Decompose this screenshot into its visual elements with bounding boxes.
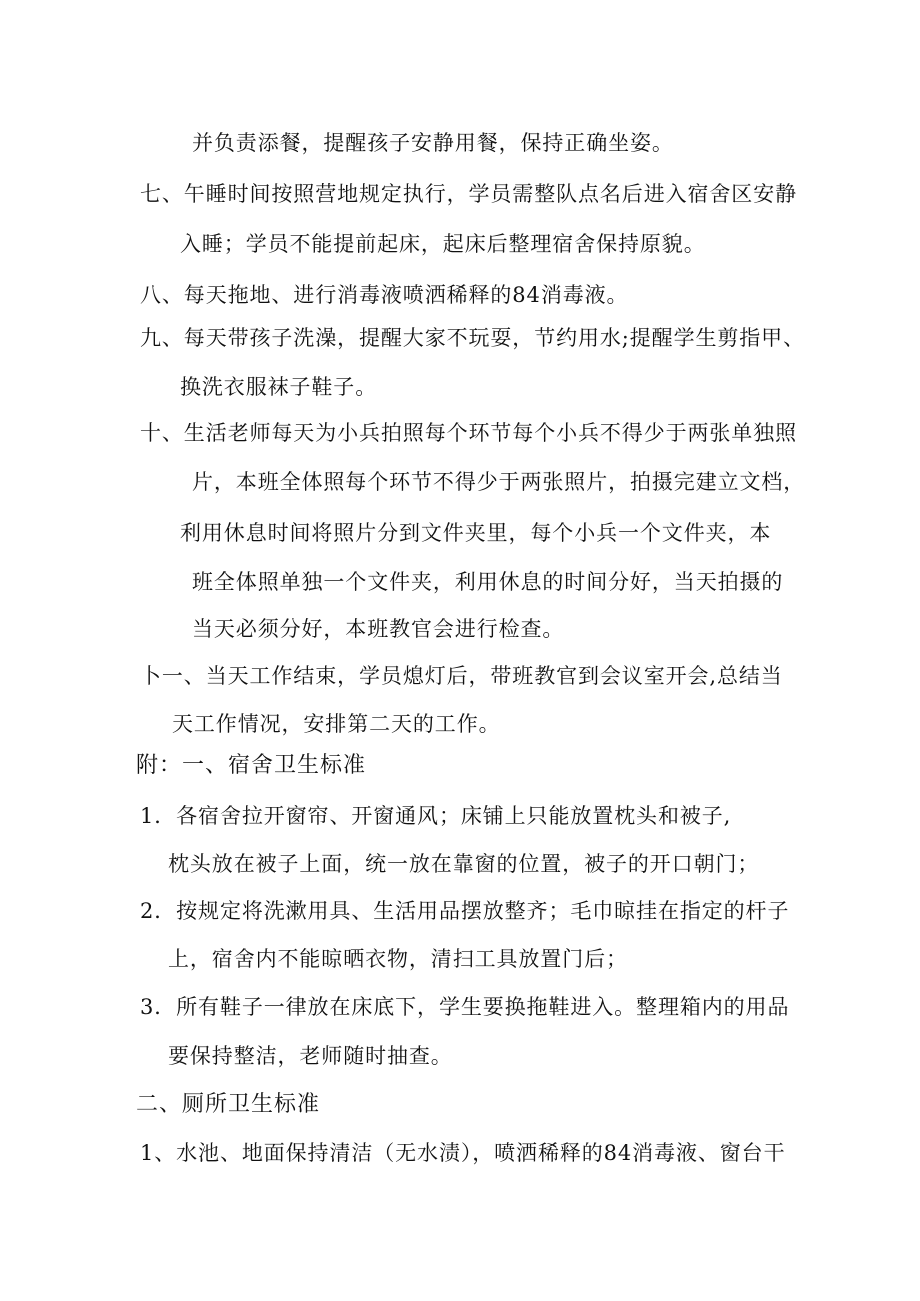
text-line: 要保持整洁，老师随时抽查。 xyxy=(168,1044,453,1068)
list-item: 1．各宿舍拉开窗帘、开窗通风；床铺上只能放置枕头和被子, xyxy=(140,804,732,828)
section-heading: 附：一、宿舍卫生标准 xyxy=(136,753,367,778)
section-heading: 二、厕所卫生标准 xyxy=(136,1092,321,1117)
text-line: 九、每天带孩子洗澡，提醒大家不玩耍，节约用水;提醒学生剪指甲、 xyxy=(140,326,805,350)
text-line: 片，本班全体照每个环节不得少于两张照片，拍摄完建立文档， xyxy=(192,470,806,494)
text-line: 利用休息时间将照片分到文件夹里，每个小兵一个文件夹，本 xyxy=(180,521,772,545)
text-line: 换洗衣服袜子鞋子。 xyxy=(180,375,378,399)
text-line: 入睡；学员不能提前起床，起床后整理宿舍保持原貌。 xyxy=(180,232,706,256)
text-line: 七、午睡时间按照营地规定执行，学员需整队点名后进入宿舍区安静 xyxy=(140,182,797,206)
list-item: 2．按规定将洗漱用具、生活用品摆放整齐；毛巾晾挂在指定的杆子 xyxy=(140,899,790,923)
text-line: 天工作情况，安排第二天的工作。 xyxy=(172,712,501,736)
text-line: 班全体照单独一个文件夹，利用休息的时间分好，当天拍摄的 xyxy=(192,570,784,594)
text-line: 当天必须分好，本班教官会进行检查。 xyxy=(192,617,565,641)
text-line: 卜一、当天工作结束，学员熄灯后，带班教官到会议室开会,总结当 xyxy=(140,664,783,688)
text-line: 八、每天拖地、进行消毒液喷洒稀释的84消毒液。 xyxy=(140,283,629,307)
text-line: 上，宿舍内不能晾晒衣物，清扫工具放置门后； xyxy=(168,947,628,971)
list-item: 3．所有鞋子一律放在床底下，学生要换拖鞋进入。整理箱内的用品 xyxy=(140,995,790,1019)
text-line: 枕头放在被子上面，统一放在靠窗的位置，被子的开口朝门； xyxy=(168,852,760,876)
text-line: 十、生活老师每天为小兵拍照每个环节每个小兵不得少于两张单独照 xyxy=(140,421,797,445)
list-item: 1、水池、地面保持清洁（无水渍），喷洒稀释的84消毒液、窗台干 xyxy=(140,1141,786,1165)
text-line: 并负责添餐，提醒孩子安静用餐，保持正确坐姿。 xyxy=(192,131,674,155)
